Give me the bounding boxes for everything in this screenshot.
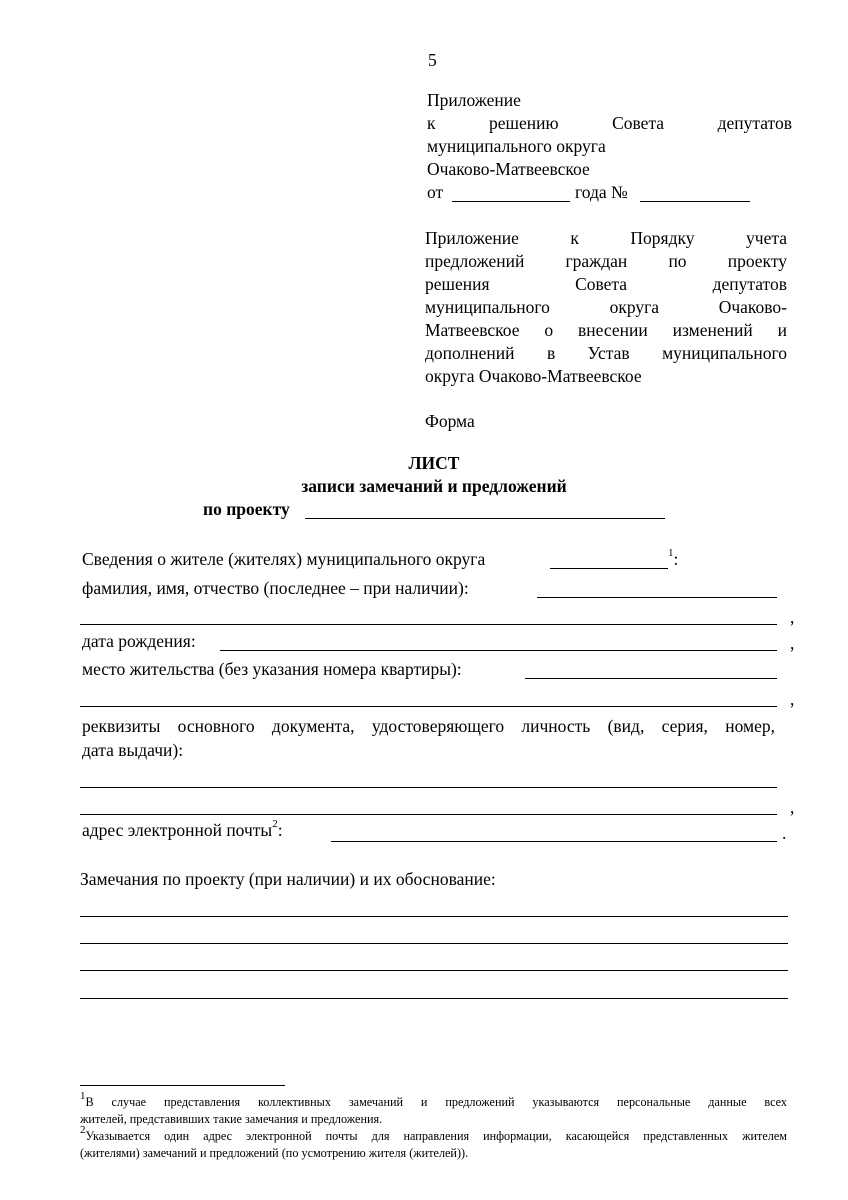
word: в <box>546 343 556 363</box>
word: предложений <box>425 251 525 271</box>
word: к <box>570 228 579 248</box>
number-blank-line <box>640 201 750 202</box>
footnote-marker: 1 <box>80 1089 86 1102</box>
footnote-2-line-1 <box>80 1123 787 1144</box>
residents-label <box>82 549 485 570</box>
residence-input-line-2[interactable] <box>80 706 777 707</box>
footnote-ref: 1 <box>668 547 674 560</box>
appendix-date-label: от <box>427 182 444 202</box>
document-details-label-2: дата выдачи): <box>82 740 184 760</box>
word: Очаково- <box>718 297 787 317</box>
word: Совета <box>612 113 665 133</box>
appendix-procedure-row <box>425 297 787 318</box>
word: по <box>668 251 687 271</box>
document-details-label <box>82 716 775 737</box>
word: округа <box>609 297 660 317</box>
fio-label: фамилия, имя, отчество (последнее – при наличии): <box>82 578 469 598</box>
word: муниципального <box>662 343 787 363</box>
footnote-text: Указывается один адрес электронной почты для направления информации, касающейся представленных жителем <box>85 1129 787 1143</box>
appendix-heading: Приложение <box>427 90 521 110</box>
fio-input-line-2[interactable] <box>80 624 777 625</box>
birth-date-input-line[interactable] <box>220 650 777 651</box>
comments-label: Замечания по проекту (при наличии) и их обоснование: <box>80 869 496 889</box>
sheet-title: ЛИСТ <box>408 453 460 473</box>
word: депутатов <box>712 274 787 294</box>
word: решению <box>489 113 559 133</box>
date-blank-line <box>452 201 570 202</box>
word: к <box>427 113 436 133</box>
word: внесении <box>578 320 648 340</box>
comma: , <box>790 607 795 627</box>
word: Порядку <box>630 228 695 248</box>
appendix-procedure-row <box>425 228 787 249</box>
word: депутатов <box>717 113 792 133</box>
footnote-marker: 2 <box>80 1123 86 1136</box>
word: личность <box>521 716 591 736</box>
comma: , <box>790 797 795 817</box>
email-label: адрес электронной почты$^2$: <box>82 818 283 840</box>
birth-date-label: дата рождения: <box>82 631 196 651</box>
residents-footnote-ref: $^1$: <box>668 547 679 569</box>
word: граждан <box>565 251 628 271</box>
appendix-procedure-row <box>425 274 787 295</box>
word: муниципального <box>425 297 550 317</box>
word: учета <box>746 228 787 248</box>
fio-input-line[interactable] <box>537 597 777 598</box>
footnote-separator <box>80 1085 285 1086</box>
residence-label: место жительства (без указания номера квартиры): <box>82 659 462 679</box>
word: серия, <box>661 716 708 736</box>
word: и <box>777 320 787 340</box>
footnote-1-line-1 <box>80 1089 787 1110</box>
word: Приложение <box>425 228 519 248</box>
word: изменений <box>672 320 753 340</box>
appendix-procedure-row <box>425 251 787 272</box>
word: Матвеевское <box>425 320 520 340</box>
period: . <box>782 823 787 843</box>
sheet-subtitle: записи замечаний и предложений <box>301 476 567 496</box>
appendix-procedure-row <box>425 343 787 364</box>
comma: , <box>790 633 795 653</box>
comments-input-line[interactable] <box>80 998 788 999</box>
footnote-2-line-2: (жителями) замечаний и предложений (по усмотрению жителя (жителей)). <box>80 1146 469 1160</box>
district-blank-line[interactable] <box>550 568 668 569</box>
word: дополнений <box>425 343 515 363</box>
comments-input-line[interactable] <box>80 970 788 971</box>
appendix-district-name: Очаково-Матвеевское <box>427 159 590 179</box>
appendix-procedure-row <box>425 320 787 341</box>
email-text: адрес электронной почты <box>82 820 273 840</box>
word: решения <box>425 274 490 294</box>
footnote-1-line-2: жителей, представивших такие замечания и предложения. <box>80 1112 383 1126</box>
project-blank-line[interactable] <box>305 518 665 519</box>
residence-input-line[interactable] <box>525 678 777 679</box>
footnote-text: В случае представления коллективных замечаний и предложений указываются персональные данные всех <box>85 1095 787 1109</box>
word: Устав <box>587 343 630 363</box>
project-label: по проекту <box>203 499 290 519</box>
appendix-number-label: года № <box>575 182 628 202</box>
residents-text: Сведения о жителе (жителях) муниципального округа <box>82 549 486 569</box>
word: основного <box>177 716 255 736</box>
word: Совета <box>575 274 628 294</box>
word: номер, <box>725 716 775 736</box>
document-input-line[interactable] <box>80 787 777 788</box>
comma: , <box>790 689 795 709</box>
word: документа, <box>271 716 355 736</box>
email-input-line[interactable] <box>331 841 777 842</box>
word: (вид, <box>607 716 645 736</box>
comments-input-line[interactable] <box>80 943 788 944</box>
appendix-district-line: муниципального округа <box>427 136 606 156</box>
word: реквизиты <box>82 716 161 736</box>
appendix-procedure-last: округа Очаково-Матвеевское <box>425 366 642 386</box>
footnote-ref: 2 <box>272 818 278 831</box>
form-label: Форма <box>425 411 475 431</box>
comments-input-line[interactable] <box>80 916 788 917</box>
word: о <box>544 320 554 340</box>
word: удостоверяющего <box>371 716 505 736</box>
page-number: 5 <box>428 50 437 70</box>
document-input-line-2[interactable] <box>80 814 777 815</box>
word: проекту <box>727 251 787 271</box>
appendix-decision-line <box>427 113 792 134</box>
